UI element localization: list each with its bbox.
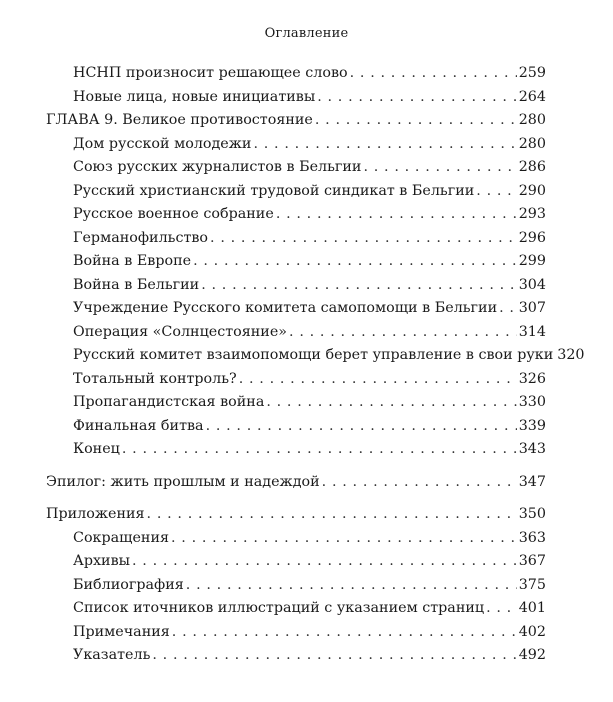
toc-subsection-entry <box>46 391 546 415</box>
dot-leader <box>171 527 517 551</box>
toc-subsection-entry <box>46 438 546 462</box>
dot-leader <box>289 321 517 345</box>
toc-page-number: 304 <box>518 276 546 293</box>
toc-entry-title: Библиография <box>73 576 184 593</box>
toc-page-number: 492 <box>518 647 546 663</box>
dot-leader <box>266 391 516 415</box>
toc-page-number: 259 <box>518 65 546 81</box>
toc-subsection-entry <box>46 86 546 110</box>
toc-page-number: 299 <box>518 253 546 269</box>
toc-entry-title: Приложения <box>46 506 145 522</box>
toc-entry-title: Операция «Солнцестояние» <box>73 323 288 340</box>
toc-entry-title: Конец <box>73 441 120 457</box>
toc-entry-title: Русский христианский трудовой синдикат в Бельгии <box>73 182 475 199</box>
toc-entry-title: Архивы <box>73 553 130 569</box>
toc-subsection-entry <box>46 133 546 157</box>
toc-page-number: 307 <box>518 300 546 316</box>
toc-entry-title: Русский комитет взаимопомощи берет управление в свои руки <box>73 347 554 363</box>
toc-page-number: 286 <box>518 159 546 175</box>
dot-leader <box>193 250 517 274</box>
toc-page-number: 363 <box>518 529 546 546</box>
toc-entry-title: Список иточников иллюстраций с указанием страниц <box>73 600 485 616</box>
running-header: Оглавление <box>264 26 349 41</box>
toc-page-number: 347 <box>518 473 546 490</box>
toc-section-entry <box>46 471 546 495</box>
toc-section-entry <box>46 503 546 527</box>
toc-page-number: 264 <box>518 88 546 105</box>
toc-subsection-entry <box>46 597 546 621</box>
toc-entry-title: Война в Бельгии <box>73 276 200 293</box>
toc-page-number: 402 <box>518 623 546 640</box>
dot-leader <box>253 133 516 157</box>
dot-leader <box>276 203 517 227</box>
toc-page-number: 320 <box>557 347 585 363</box>
dot-leader <box>186 574 517 598</box>
toc-subsection-entry <box>46 344 585 368</box>
toc-entry-title: Примечания <box>73 623 170 640</box>
toc-entry-title: Указатель <box>73 647 151 663</box>
toc-subsection-entry <box>46 644 546 668</box>
toc-entry-title: ГЛАВА 9. Великое противостояние <box>46 112 313 128</box>
toc-entry-title: Война в Европе <box>73 253 192 269</box>
toc-subsection-entry <box>46 550 546 574</box>
dot-leader <box>210 227 517 251</box>
toc-subsection-entry <box>46 574 546 598</box>
toc-subsection-entry <box>46 203 546 227</box>
toc-entry-title: Германофильство <box>73 229 209 246</box>
dot-leader <box>476 180 516 204</box>
dot-leader <box>317 86 517 110</box>
toc-page-number: 290 <box>518 182 546 199</box>
dot-leader <box>499 297 517 321</box>
toc-subsection-entry <box>46 62 546 86</box>
toc-subsection-entry <box>46 621 546 645</box>
dot-leader <box>122 438 517 462</box>
toc-entry-title: Союз русских журналистов в Бельгии <box>73 159 362 175</box>
toc-page-number: 343 <box>518 441 546 457</box>
toc-page-number: 280 <box>518 135 546 152</box>
toc-entry-title: Финальная битва <box>73 417 204 434</box>
toc-page-number: 375 <box>518 576 546 593</box>
dot-leader <box>201 274 516 298</box>
toc-page-number: 280 <box>518 112 546 128</box>
toc-entry-title: Сокращения <box>73 529 169 546</box>
dot-leader <box>350 62 517 86</box>
table-of-contents <box>46 62 585 668</box>
toc-page-number: 367 <box>518 553 546 569</box>
toc-subsection-entry <box>46 415 546 439</box>
toc-subsection-entry <box>46 321 546 345</box>
toc-page-number: 293 <box>518 206 546 222</box>
toc-section-entry <box>46 109 546 133</box>
toc-entry-title: Русское военное собрание <box>73 206 274 222</box>
toc-page-number: 314 <box>518 323 546 340</box>
dot-leader <box>206 415 517 439</box>
dot-leader <box>486 597 517 621</box>
dot-leader <box>315 109 517 133</box>
dot-leader <box>152 644 516 668</box>
toc-subsection-entry <box>46 250 546 274</box>
toc-entry-title: Пропагандистская война <box>73 394 265 410</box>
dot-leader <box>239 368 517 392</box>
dot-leader <box>363 156 516 180</box>
toc-entry-title: Тотальный контроль? <box>73 370 237 387</box>
toc-subsection-entry <box>46 274 546 298</box>
toc-subsection-entry <box>46 297 546 321</box>
toc-page-number: 350 <box>518 506 546 522</box>
toc-page-number: 296 <box>518 229 546 246</box>
toc-entry-title: Учреждение Русского комитета самопомощи в Бельгии <box>73 300 498 316</box>
toc-page-number: 401 <box>518 600 546 616</box>
toc-subsection-entry <box>46 180 546 204</box>
toc-entry-title: Эпилог: жить прошлым и надеждой <box>46 473 320 490</box>
toc-page-number: 326 <box>518 370 546 387</box>
toc-entry-title: Дом русской молодежи <box>73 135 252 152</box>
toc-entry-title: Новые лица, новые инициативы <box>73 88 316 105</box>
toc-entry-title: НСНП произносит решающее слово <box>73 65 348 81</box>
toc-page-number: 339 <box>518 417 546 434</box>
toc-page-number: 330 <box>518 394 546 410</box>
toc-subsection-entry <box>46 156 546 180</box>
toc-subsection-entry <box>46 227 546 251</box>
dot-leader <box>172 621 517 645</box>
dot-leader <box>322 471 517 495</box>
toc-subsection-entry <box>46 368 546 392</box>
dot-leader <box>147 503 517 527</box>
toc-subsection-entry <box>46 527 546 551</box>
dot-leader <box>132 550 517 574</box>
